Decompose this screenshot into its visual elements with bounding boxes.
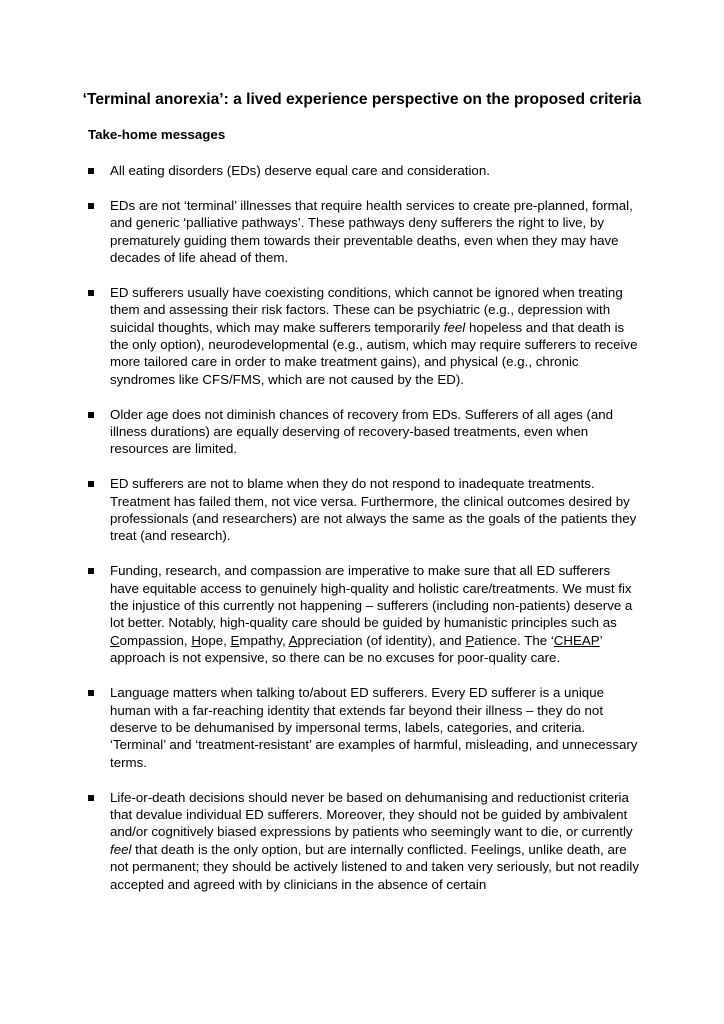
bullet-text-run: Life-or-death decisions should never be based on dehumanising and reductionist criteria that devalue individual ED sufferers. Moreover, they should not be guided by ambivalent and/or cognitively biased expressions by patients who seemingly want to die, or currently [110, 789, 633, 840]
bullet-text-run: ompassion, [119, 632, 192, 648]
square-bullet-icon [88, 795, 94, 801]
bullet-text-run: ED sufferers are not to blame when they do not respond to inadequate treatments. Treatment has failed them, not vice versa. Furthermore, the clinical outcomes desired by professionals (and researchers) are not always the same as the goals of the patients they treat (and research). [110, 476, 637, 544]
take-home-bullet-list [0, 162, 724, 910]
bullet-text-run: mpathy, [239, 632, 289, 648]
bullet-text-run: P [465, 632, 475, 648]
square-bullet-icon [88, 168, 94, 174]
bullet-item [0, 162, 642, 179]
bullet-text-run: hopeless and that death is the only option), neurodevelopmental (e.g., autism, which may require sufferers to receive more tailored care in order to make treatment gains), and physical (e.g., chronic syndromes like CFS/FMS, which are not caused by the ED). [110, 319, 638, 387]
square-bullet-icon [88, 568, 94, 574]
square-bullet-icon [88, 203, 94, 209]
bullet-text-run: E [230, 632, 240, 648]
bullet-text-run: All eating disorders (EDs) deserve equal care and consideration. [110, 163, 490, 178]
section-heading-take-home-messages: Take-home messages [88, 127, 226, 142]
square-bullet-icon [88, 412, 94, 418]
bullet-item [0, 406, 642, 458]
bullet-item [0, 475, 642, 545]
square-bullet-icon [88, 290, 94, 296]
bullet-item [0, 789, 642, 893]
bullet-text-run: Older age does not diminish chances of recovery from EDs. Sufferers of all ages (and illness durations) are equally deserving of recovery-based treatments, even when resources are limited. [110, 406, 614, 457]
bullet-text-run: CHEAP [553, 632, 600, 648]
bullet-text-run: ’ approach is not expensive, so there can be no excuses for poor-quality care. [110, 632, 603, 666]
bullet-text-run: EDs are not ‘terminal’ illnesses that require health services to create pre-planned, formal, and generic ‘palliative pathways’. These pathways deny sufferers the right to live, by prematurely guiding them towards their preventable deaths, even when they may have decades of life ahead of them. [110, 197, 633, 266]
bullet-item [0, 562, 642, 666]
bullet-text-run: ppreciation (of identity), and [297, 632, 466, 648]
bullet-item [0, 684, 642, 771]
square-bullet-icon [88, 481, 94, 487]
bullet-text-run: that death is the only option, but are internally conflicted. Feelings, unlike death, are not permanent; they should be actively listened to and taken very seriously, but not readily accepted and agreed with by clinicians in the absence of certain [110, 841, 639, 892]
bullet-text-run: H [191, 632, 201, 648]
bullet-text-run: feel [110, 841, 132, 857]
bullet-text-run: atience. The ‘ [474, 632, 554, 648]
bullet-text-run: feel [443, 319, 466, 335]
bullet-item [0, 284, 642, 388]
bullet-text-run: ED sufferers usually have coexisting conditions, which cannot be ignored when treating them and assessing their risk factors. These can be psychiatric (e.g., depression with suicidal thoughts, which may make sufferers temporarily [110, 284, 623, 335]
bullet-text-run: ope, [200, 632, 231, 648]
bullet-text-run: A [288, 632, 298, 648]
bullet-text-run: Funding, research, and compassion are imperative to make sure that all ED sufferers have equitable access to genuinely high-quality and holistic care/treatments. We must fix the injustice of this currently not happening – sufferers (including non-patients) deserve a lot better. Notably, high-quality care should be guided by humanistic principles such as [110, 563, 633, 631]
bullet-item [0, 197, 642, 267]
square-bullet-icon [88, 690, 94, 696]
document-title: ‘Terminal anorexia’: a lived experience perspective on the proposed criteria [82, 91, 642, 108]
bullet-text-run: C [110, 632, 120, 648]
bullet-text-run: Language matters when talking to/about ED sufferers. Every ED sufferer is a unique human with a far-reaching identity that extends far beyond their illness – they do not deserve to be dehumanised by impersonal terms, labels, categories, and criteria. ‘Terminal’ and ‘treatment-resistant’ are examples of harmful, misleading, and unnecessary terms. [110, 685, 638, 770]
